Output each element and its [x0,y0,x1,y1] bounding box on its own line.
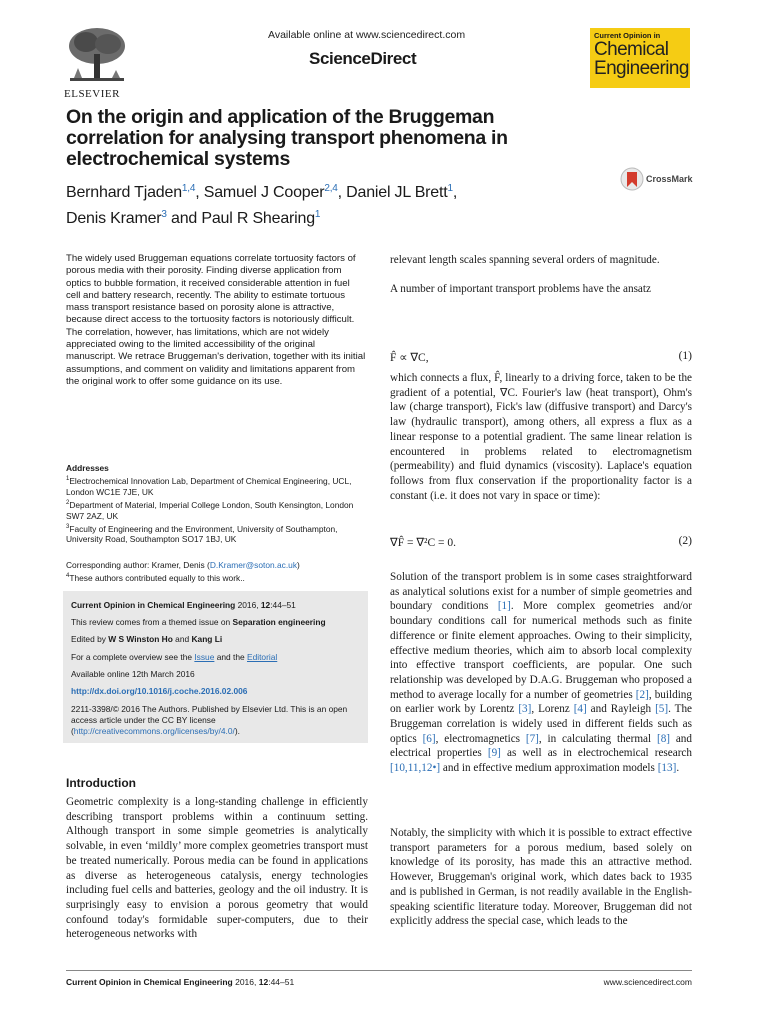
address-text: Faculty of Engineering and the Environment, University of Southampton, University Road, Southampton SO17 1BJ, UK [66,523,338,545]
citation-link[interactable]: [3] [518,703,532,716]
info-citation [71,600,363,611]
text-run: , building on earlier work by Lorentz [390,688,692,716]
abstract-text: The widely used Bruggeman equations correlate tortuosity factors of porous media with their porosity. Finding diverse application from optics to bubble formation, it received considerable attention in fuel cell and battery research, recently. The ability to estimate tortuous mass transport resistance based on porosity alone is attractive, because direct access to the tortuosity factors is notoriously difficult. The correlation, however, has limitations, which are not widely appreciated owing to the limited accessibility of the original manuscript. We retrace Bruggeman's derivation, together with its initial assumptions, and comment on validity and limitations apparent from the original work to offer some guidance on its use. [66,253,366,387]
info-volume: 12 [260,600,271,610]
equation-1 [390,350,692,366]
text-run: . More complex geometries and/or boundary conditions call for numerical methods such as finite difference or finite element approaches. Owing to their simplicity, effective medium theories, which aim to absorb local complexity into effective transport coefficients, are popular. One such relationship was developed by D.A.G. Bruggeman who proposed a method to average locally for a number of geometries [390,600,692,701]
address-text: Electrochemical Innovation Lab, Department of Chemical Engineering, UCL, London WC1E 7JE, UK [66,475,352,497]
corresponding-author [66,560,366,571]
address-text: Department of Material, Imperial College London, South Kensington, London SW7 2AZ, UK [66,499,354,521]
editor-name: W S Winston Ho [108,634,173,644]
paragraph: which connects a flux, F̂, linearly to a driving force, taken to be the gradient of a potential, ∇C. Fourier's law (heat transport), Ohm's law (charge transport), Fick's law (diffusive transport) and Darcy's law (hydraulic transport), among others, all express a flux as a linear response to a potential gradient. The same linear relation is encountered in problems related to electromagnetism (permeability) and fluid dynamics (viscosity). Laplace's equation follows from flux conservation if the proportionality factor is a constant (i.e. it does not vary in space or time): [390,372,692,502]
author-separator: , [195,184,204,201]
author-name[interactable]: Denis Kramer [66,210,162,227]
journal-badge-line2: Engineering [594,58,689,79]
paragraph: Notably, the simplicity with which it is possible to extract effective transport parameters for a porous medium, based solely on knowledge of its porosity, has made this an attractive method. However, Bruggeman's original work, which dates back to 1935 and is published in German, is not readily available in the English-speaking scientific literature today. Moreover, Bruggeman did not explicitly address the special case, which leads to the [390,827,692,928]
equation-2-number: (2) [678,535,692,547]
paragraph [390,570,692,776]
footer-volume: 12 [258,977,269,987]
crossmark-badge[interactable] [620,165,710,195]
author-affiliation-sup[interactable]: 1 [314,209,321,220]
article-title: On the origin and application of the Bruggeman correlation for analysing transport phenomena in electrochemical systems [66,106,508,170]
author-affiliation-sup[interactable]: 1,4 [181,183,196,194]
page-header [0,0,768,110]
info-themed [71,617,363,628]
info-pages: :44–51 [270,600,296,610]
equation-2 [390,535,692,551]
copyright-text: 2211-3398/© 2016 The Authors. Published by Elsevier Ltd. This is an open access article under the CC BY license ( [71,704,348,736]
footer-url-link[interactable]: www.sciencedirect.com [603,977,692,987]
info-journal: Current Opinion in Chemical Engineering [71,600,236,610]
author-separator: , [337,184,347,201]
info-edited [71,634,363,645]
equation-1-body: F̂ ∝ ∇C, [390,352,429,364]
footer-citation [66,977,294,987]
text-run: as well as in electrochemical research [500,747,692,760]
author-name[interactable]: Bernhard Tjaden [66,184,182,201]
text-run: . The Bruggeman correlation is widely used in different fields such as optics [390,703,693,745]
text-run: , in calculating thermal [538,732,657,745]
author-list [66,178,586,230]
info-copyright [71,704,363,737]
info-available: Available online 12th March 2016 [71,669,195,679]
address-sup: 1 [66,476,70,482]
edited-and: and [172,634,192,644]
editor-name: Kang Li [191,634,223,644]
author-affiliation-sup[interactable]: 3 [161,209,167,220]
journal-badge-line1: Chemical [594,39,669,60]
themed-prefix: This review comes from a themed issue on [71,617,233,627]
author-affiliation-sup[interactable]: 2,4 [324,183,338,194]
paragraph: relevant length scales spanning several orders of magnitude. [390,254,660,266]
overview-prefix: For a complete overview see the [71,652,195,662]
author-separator: and [166,210,202,227]
corresponding-suffix: ) [297,560,300,570]
author-affiliation-sup[interactable]: 1 [447,183,453,194]
page-footer [0,970,768,1000]
correspondence-block [66,560,366,584]
equation-1-number: (1) [678,350,692,362]
editorial-link[interactable]: Editorial [247,652,278,662]
copyright-end: ). [234,726,240,736]
sciencedirect-wordmark[interactable]: ScienceDirect [309,49,417,68]
equal-contribution-note [66,571,366,584]
note-sup: 4 [66,573,70,579]
journal-badge [590,28,690,88]
text-run: and Rayleigh [586,703,656,716]
author-name[interactable]: Paul R Shearing [201,210,315,227]
journal-badge-title [594,40,689,78]
footer-year: 2016, [235,977,257,987]
author-name[interactable]: Samuel J Cooper [203,184,325,201]
address-item [66,474,366,498]
citation-link[interactable]: [1] [497,600,511,613]
available-online-text: Available online at www.sciencedirect.com [268,29,466,41]
citation-link[interactable]: [8] [656,732,671,745]
addresses-heading: Addresses [66,463,109,473]
text-run: , electromagnetics [435,732,526,745]
text-run: Solution of the transport problem is in some cases straightforward as analytical solutions exist for a number of simple geometries and boundary conditions [390,571,692,613]
text-run: , Lorenz [531,703,574,716]
author-separator: , [452,184,458,201]
overview-and: and the [214,652,247,662]
edited-prefix: Edited by [71,634,109,644]
crossmark-icon [620,165,644,193]
themed-issue: Separation engineering [232,617,326,627]
addresses-block [66,463,366,545]
publisher-name: ELSEVIER [64,88,120,100]
info-overview [71,652,363,663]
author-name[interactable]: Daniel JL Brett [346,184,448,201]
license-link[interactable]: http://creativecommons.org/licenses/by/4.0/ [73,726,235,736]
info-year: 2016, [237,600,259,610]
paragraph: A number of important transport problems have the ansatz [390,282,651,295]
citation-link[interactable]: [7] [525,732,539,745]
address-sup: 2 [66,499,70,506]
introduction-heading: Introduction [66,776,136,790]
footer-journal: Current Opinion in Chemical Engineering [66,977,233,987]
citation-link[interactable]: [2] [635,688,649,701]
footer-divider [66,970,692,971]
crossmark-label: CrossMark [646,174,693,184]
issue-link[interactable]: Issue [194,652,215,662]
citation-link[interactable]: [5] [655,703,669,716]
citation-link[interactable]: [4] [573,703,587,716]
citation-link[interactable]: [10,11,12•] [390,762,441,775]
citation-link[interactable]: [9] [487,747,501,760]
equation-2-body: ∇F̂ = ∇²C = 0. [390,537,456,549]
elsevier-tree-logo-icon [64,24,130,88]
right-column [390,253,692,296]
journal-badge-small: Current Opinion in [594,31,661,40]
article-info-box [63,591,368,743]
text-run: . [676,762,680,775]
corresponding-email-link[interactable]: D.Kramer@soton.ac.uk [209,560,298,570]
text-run: and electrical properties [390,732,692,760]
doi-link[interactable]: http://dx.doi.org/10.1016/j.coche.2016.02.006 [71,686,248,696]
corresponding-prefix: Corresponding author: Kramer, Denis ( [66,560,210,570]
footer-pages: :44–51 [268,977,295,987]
citation-link[interactable]: [13] [657,762,677,775]
address-item [66,522,366,546]
address-item [66,498,366,522]
citation-link[interactable]: [6] [422,732,436,745]
address-sup: 3 [66,523,70,530]
text-run: and in effective medium approximation models [440,762,658,775]
note-text: These authors contributed equally to this work.. [69,572,245,583]
introduction-text: Geometric complexity is a long-standing challenge in efficiently describing transport problems within a continuum setting. Although transport in some simple geometries is analytically solvable, in even ‘mildly’ more complex geometries transport must be treated numerically. Porous media can be found in applications as diverse as heterogeneous catalysis, energy technologies including fuel cells and batteries, geology and the oil industry. It is surprisingly easy to envision a porous geometry that would confound today's formidable super-computers, due to their heterogeneous networks with [66,796,368,941]
